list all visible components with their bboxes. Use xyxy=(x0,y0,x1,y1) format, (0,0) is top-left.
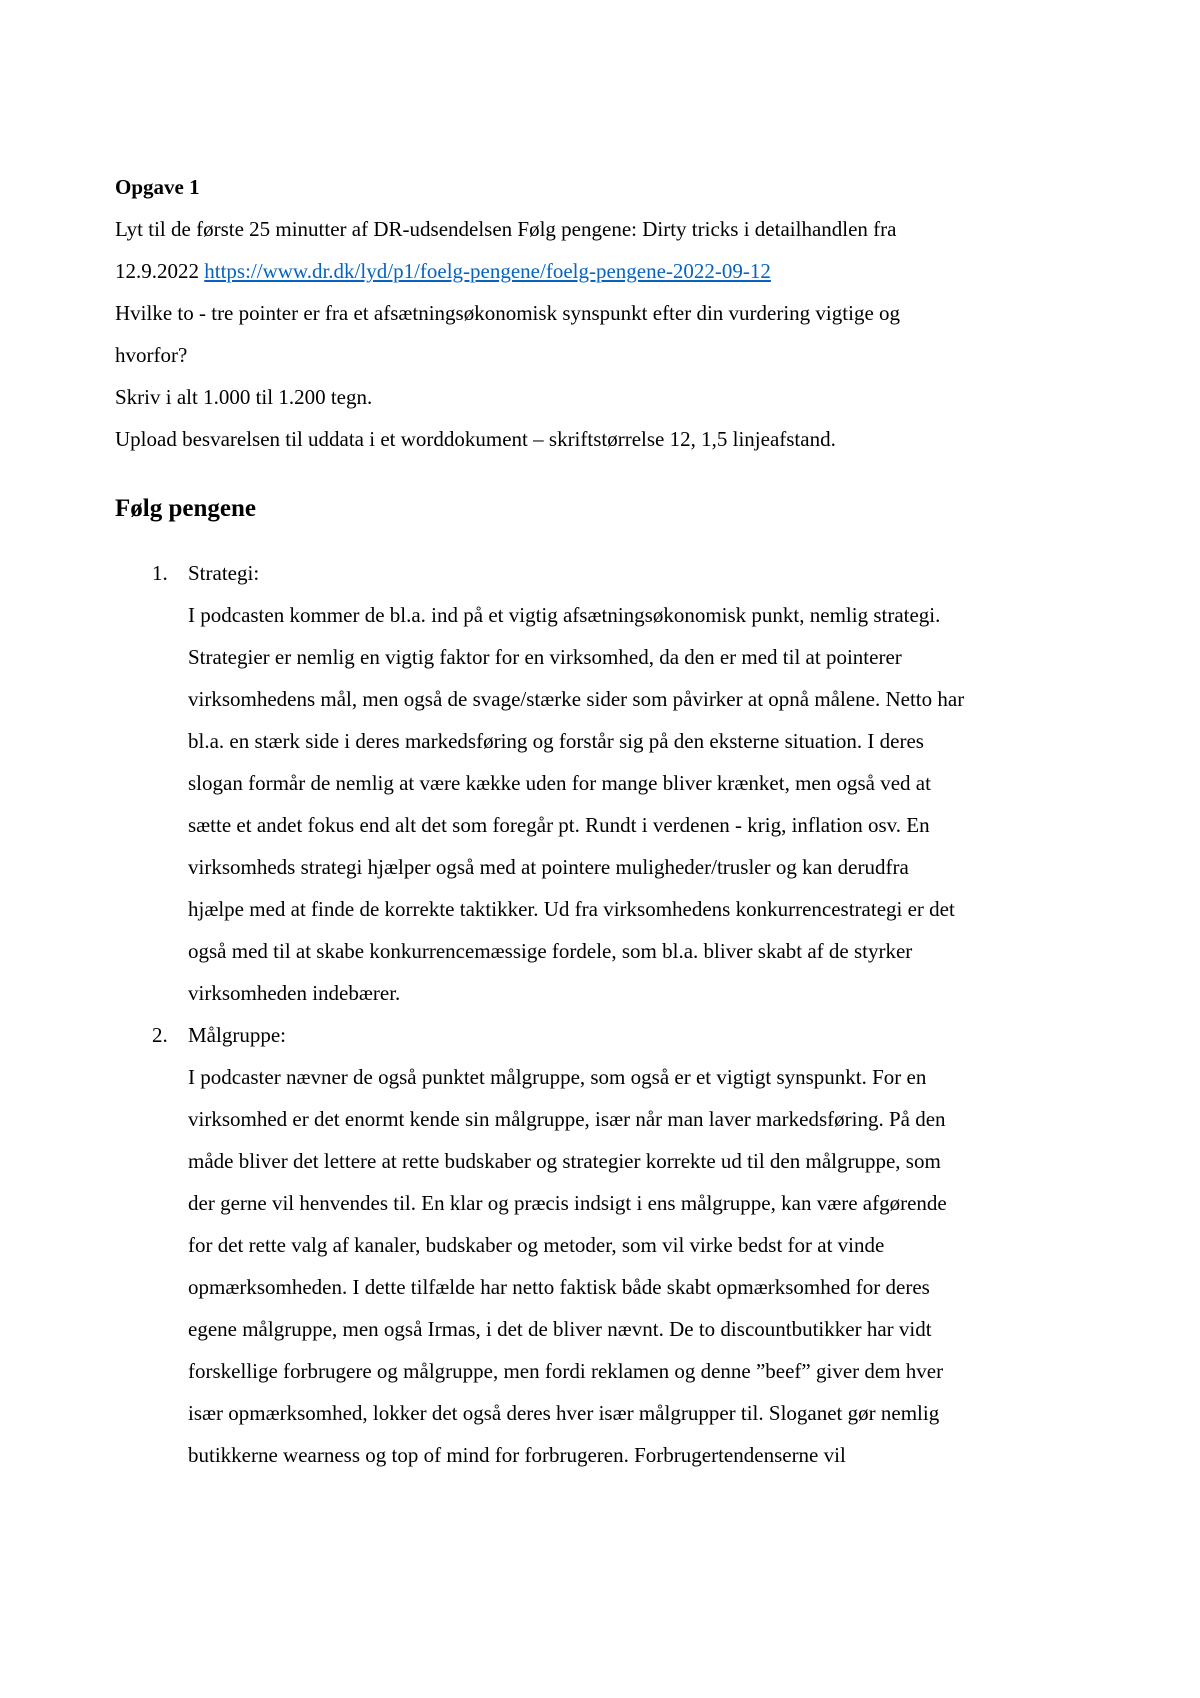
list-item-number: 2. xyxy=(152,1023,168,1047)
paragraph-line: for det rette valg af kanaler, budskaber og metoder, som vil virke bedst for at vinde xyxy=(188,1233,885,1257)
task-instruction: Lyt til de første 25 minutter af DR-udsendelsen Følg pengene: Dirty tricks i detailhandlen fra xyxy=(115,217,897,241)
paragraph-line: opmærksomheden. I dette tilfælde har netto faktisk både skabt opmærksomhed for deres xyxy=(188,1275,930,1299)
paragraph-line: hjælpe med at finde de korrekte taktikker. Ud fra virksomhedens konkurrencestrategi er det xyxy=(188,897,955,921)
list-item-strategi xyxy=(115,552,1095,1014)
paragraph-line: sætte et andet fokus end alt det som foregår pt. Rundt i verdenen - krig, inflation osv. En xyxy=(188,813,930,837)
task-question-line-1: Hvilke to - tre pointer er fra et afsætningsøkonomisk synspunkt efter din vurdering vigtige og xyxy=(115,301,901,325)
paragraph-line: måde bliver det lettere at rette budskaber og strategier korrekte ud til den målgruppe, som xyxy=(188,1149,941,1173)
task-question-line-2: hvorfor? xyxy=(115,343,188,367)
paragraph-line: virksomheds strategi hjælper også med at pointere muligheder/trusler og kan derudfra xyxy=(188,855,909,879)
paragraph-line: forskellige forbrugere og målgruppe, men fordi reklamen og denne ”beef” giver dem hver xyxy=(188,1359,944,1383)
paragraph-line: der gerne vil henvendes til. En klar og præcis indsigt i ens målgruppe, kan være afgørende xyxy=(188,1191,947,1215)
paragraph-line: bl.a. en stærk side i deres markedsføring og forstår sig på den eksterne situation. I deres xyxy=(188,729,924,753)
document-body xyxy=(115,166,1095,1476)
paragraph-line: især opmærksomhed, lokker det også deres hver især målgrupper til. Sloganet gør nemlig xyxy=(188,1401,940,1425)
task-length-requirement: Skriv i alt 1.000 til 1.200 tegn. xyxy=(115,385,373,409)
list-item-maalgruppe xyxy=(115,1014,1095,1476)
list-item-title: Strategi: xyxy=(188,561,260,585)
paragraph-line: Strategier er nemlig en vigtig faktor for en virksomhed, da den er med til at pointerer xyxy=(188,645,902,669)
paragraph-line: I podcasten kommer de bl.a. ind på et vigtig afsætningsøkonomisk punkt, nemlig strategi. xyxy=(188,603,941,627)
podcast-link[interactable]: https://www.dr.dk/lyd/p1/foelg-pengene/foelg-pengene-2022-09-12 xyxy=(204,259,771,283)
paragraph-line: virksomheden indebærer. xyxy=(188,981,401,1005)
paragraph-line: butikkerne wearness og top of mind for forbrugeren. Forbrugertendenserne vil xyxy=(188,1443,846,1467)
paragraph-line: egene målgruppe, men også Irmas, i det de bliver nævnt. De to discountbutikker har vidt xyxy=(188,1317,932,1341)
list-item-number: 1. xyxy=(152,561,168,585)
points-list xyxy=(115,552,1095,1476)
paragraph-line: også med til at skabe konkurrencemæssige fordele, som bl.a. bliver skabt af de styrker xyxy=(188,939,913,963)
paragraph-line: virksomhed er det enormt kende sin målgruppe, især når man laver markedsføring. På den xyxy=(188,1107,946,1131)
paragraph-line: I podcaster nævner de også punktet målgruppe, som også er et vigtigt synspunkt. For en xyxy=(188,1065,927,1089)
task-title: Opgave 1 xyxy=(115,175,200,199)
paragraph-line: virksomhedens mål, men også de svage/stærke sider som påvirker at opnå målene. Netto har xyxy=(188,687,965,711)
section-heading: Følg pengene xyxy=(115,495,256,522)
task-upload-instruction: Upload besvarelsen til uddata i et worddokument – skriftstørrelse 12, 1,5 linjeafstand. xyxy=(115,427,836,451)
paragraph-line: slogan formår de nemlig at være kække uden for mange bliver krænket, men også ved at xyxy=(188,771,931,795)
list-item-title: Målgruppe: xyxy=(188,1023,286,1047)
task-date-link-line xyxy=(115,250,1095,292)
task-date: 12.9.2022 xyxy=(115,259,199,283)
